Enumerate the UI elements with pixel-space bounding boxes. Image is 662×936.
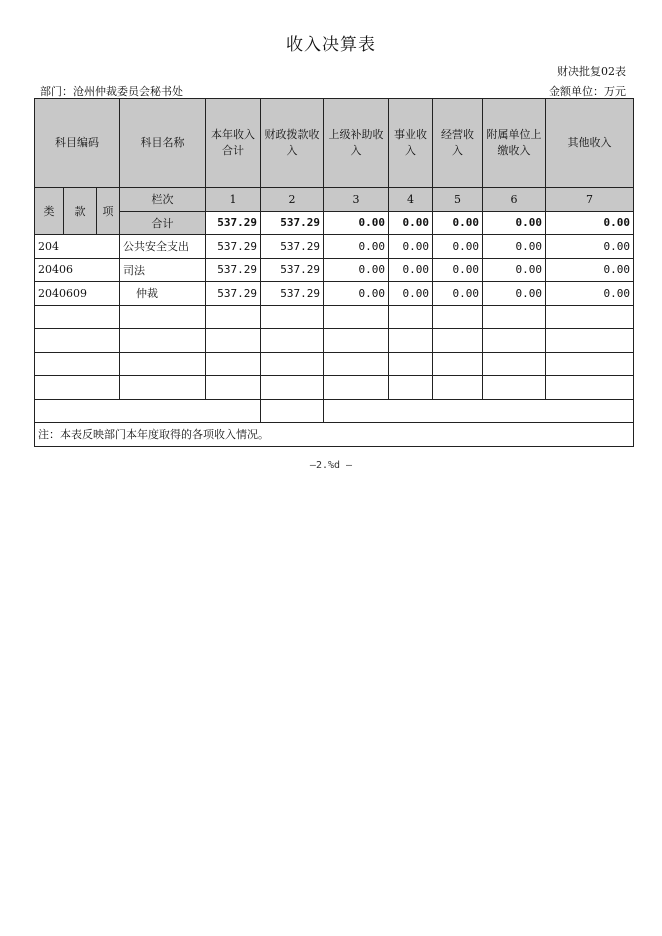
header-xiang: 项 (97, 188, 120, 235)
row-name: 司法 (120, 258, 206, 282)
row-value: 537.29 (261, 235, 324, 259)
col-number: 6 (483, 188, 546, 212)
total-value: 0.00 (433, 211, 483, 235)
header-name: 科目名称 (120, 99, 206, 188)
row-value: 0.00 (324, 258, 389, 282)
col-number: 4 (389, 188, 433, 212)
total-label: 合计 (120, 211, 206, 235)
header-affiliated: 附属单位上缴收入 (483, 99, 546, 188)
row-code: 20406 (35, 258, 120, 282)
row-value: 0.00 (433, 282, 483, 306)
header-row (35, 99, 634, 188)
total-value: 0.00 (546, 211, 634, 235)
row-name: 公共安全支出 (120, 235, 206, 259)
row-value: 0.00 (433, 258, 483, 282)
header-business: 事业收入 (389, 99, 433, 188)
header-total: 本年收入合计 (206, 99, 261, 188)
header-other: 其他收入 (546, 99, 634, 188)
amount-unit-label: 金额单位：万元 (549, 85, 626, 98)
empty-row (35, 376, 634, 400)
row-value: 0.00 (389, 235, 433, 259)
header-code: 科目编码 (35, 99, 120, 188)
total-value: 0.00 (324, 211, 389, 235)
header-fiscal: 财政拨款收入 (261, 99, 324, 188)
row-code: 204 (35, 235, 120, 259)
total-value: 0.00 (483, 211, 546, 235)
department-label: 部门：沧州仲裁委员会秘书处 (40, 85, 183, 98)
row-value: 0.00 (483, 235, 546, 259)
row-value: 0.00 (389, 282, 433, 306)
row-value: 0.00 (389, 258, 433, 282)
row-name: 仲裁 (120, 282, 206, 306)
col-number: 7 (546, 188, 634, 212)
empty-row (35, 329, 634, 353)
blank-summary-row (35, 399, 634, 423)
row-code: 2040609 (35, 282, 120, 306)
total-value: 0.00 (389, 211, 433, 235)
row-value: 537.29 (206, 235, 261, 259)
row-value: 0.00 (483, 258, 546, 282)
header-operating: 经营收入 (433, 99, 483, 188)
row-value: 0.00 (324, 235, 389, 259)
row-value: 537.29 (261, 282, 324, 306)
table-row (35, 235, 634, 259)
table-row (35, 258, 634, 282)
row-value: 0.00 (433, 235, 483, 259)
header-lei: 类 (35, 188, 64, 235)
header-kuan: 款 (64, 188, 97, 235)
row-value: 0.00 (546, 282, 634, 306)
row-value: 537.29 (261, 258, 324, 282)
table-note: 注：本表反映部门本年度取得的各项收入情况。 (35, 423, 634, 447)
table-row (35, 282, 634, 306)
page-title: 收入决算表 (286, 35, 376, 55)
header-superior: 上级补助收入 (324, 99, 389, 188)
empty-row (35, 305, 634, 329)
total-row (35, 211, 634, 235)
col-number: 2 (261, 188, 324, 212)
total-value: 537.29 (206, 211, 261, 235)
empty-row (35, 352, 634, 376)
column-label: 栏次 (120, 188, 206, 212)
col-number: 5 (433, 188, 483, 212)
row-value: 0.00 (546, 258, 634, 282)
col-number: 3 (324, 188, 389, 212)
column-number-row (35, 188, 634, 212)
note-row (35, 423, 634, 447)
page-footer: —2.%d — (309, 460, 353, 471)
row-value: 537.29 (206, 258, 261, 282)
form-number: 财决批复02表 (557, 65, 626, 78)
total-value: 537.29 (261, 211, 324, 235)
row-value: 0.00 (483, 282, 546, 306)
row-value: 0.00 (546, 235, 634, 259)
income-table (34, 98, 634, 447)
row-value: 537.29 (206, 282, 261, 306)
col-number: 1 (206, 188, 261, 212)
row-value: 0.00 (324, 282, 389, 306)
